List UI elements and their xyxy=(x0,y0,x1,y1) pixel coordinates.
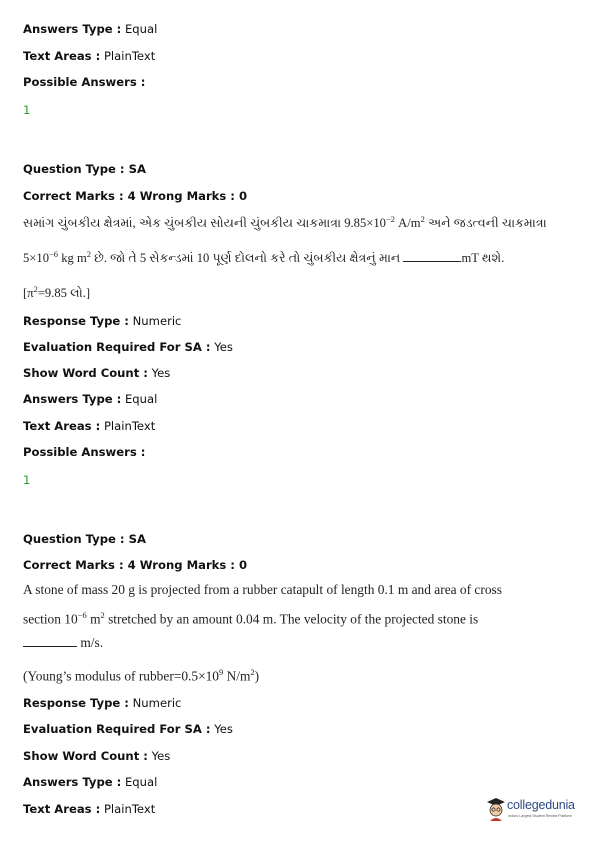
text-areas-row: Text Areas : PlainText xyxy=(23,419,156,433)
possible-answer-value: 1 xyxy=(23,103,31,117)
possible-answers-row: Possible Answers : xyxy=(23,445,146,459)
question-type: Question Type : SA xyxy=(23,532,146,546)
question-text-line: section $10^{-6}$ $m^2$ stretched by an amount 0.04 m. The velocity of the projected stone is xyxy=(23,610,479,627)
word-count-row: Show Word Count : Yes xyxy=(23,366,171,380)
possible-answers-row xyxy=(23,75,145,89)
evaluation-row: Evaluation Required For SA : Yes xyxy=(23,722,233,736)
question-type: Question Type : SA xyxy=(23,162,146,176)
mascot-icon xyxy=(485,796,507,822)
word-count-row: Show Word Count : Yes xyxy=(23,749,171,763)
answers-type-row: Answers Type : Equal xyxy=(23,775,158,789)
question-text-line: A stone of mass 20 g is projected from a rubber catapult of length 0.1 m and area of cross xyxy=(23,582,502,597)
marks: Correct Marks : 4 Wrong Marks : 0 xyxy=(23,189,248,203)
question-type-row xyxy=(23,162,146,176)
collegedunia-logo xyxy=(485,796,585,826)
answers-type-value: Equal xyxy=(124,22,158,36)
possible-answer-value: 1 xyxy=(23,473,31,487)
marks-row xyxy=(23,558,247,572)
marks: Correct Marks : 4 Wrong Marks : 0 xyxy=(23,558,248,572)
answers-type-label: Answers Type : xyxy=(23,22,122,36)
answers-type-row: Answers Type : Equal xyxy=(23,392,158,406)
question-text-line: [$\pi^2=9.85$ લો.] xyxy=(23,284,91,301)
possible-answers-label: Possible Answers : xyxy=(23,75,146,89)
question-text-line: સમાંગ ચુંબકીય ક્ષેત્રમાં, એક ચુંબકીય સોયની ચુંબકીય ચાકમાત્રા $9.85\times 10^{-2}$ $A/m^2$ અને જડત્વની ચાકમાત્રા xyxy=(23,214,547,231)
logo-wordmark: collegedunia xyxy=(507,798,575,812)
question-text-line: m/s. xyxy=(23,635,103,651)
question-text-line: $5\times 10^{-6}$ kg $m^2$ છે. જો તે 5 સેકન્ડમાં 10 પૂર્ણ દોલનો કરે તો ચુંબકીય ક્ષેત્રનું માન mT થશે. xyxy=(23,249,505,266)
question-type-row xyxy=(23,532,146,546)
marks-row xyxy=(23,189,247,203)
text-areas-row: Text Areas : PlainText xyxy=(23,802,156,816)
evaluation-row: Evaluation Required For SA : Yes xyxy=(23,340,233,354)
response-type-row: Response Type : Numeric xyxy=(23,696,182,710)
question-text-line: (Young’s modulus of $rubber=0.5\times 10^9$ $N/m^2$) xyxy=(23,667,260,684)
response-type-row: Response Type : Numeric xyxy=(23,314,182,328)
answers-type-row xyxy=(23,22,157,36)
answer-blank xyxy=(403,250,461,262)
logo-tagline: India's Largest Student Review Platform xyxy=(508,814,572,818)
text-areas-label: Text Areas : xyxy=(23,49,101,63)
text-areas-value: PlainText xyxy=(103,49,156,63)
answer-blank xyxy=(23,635,77,647)
text-areas-row xyxy=(23,49,155,63)
